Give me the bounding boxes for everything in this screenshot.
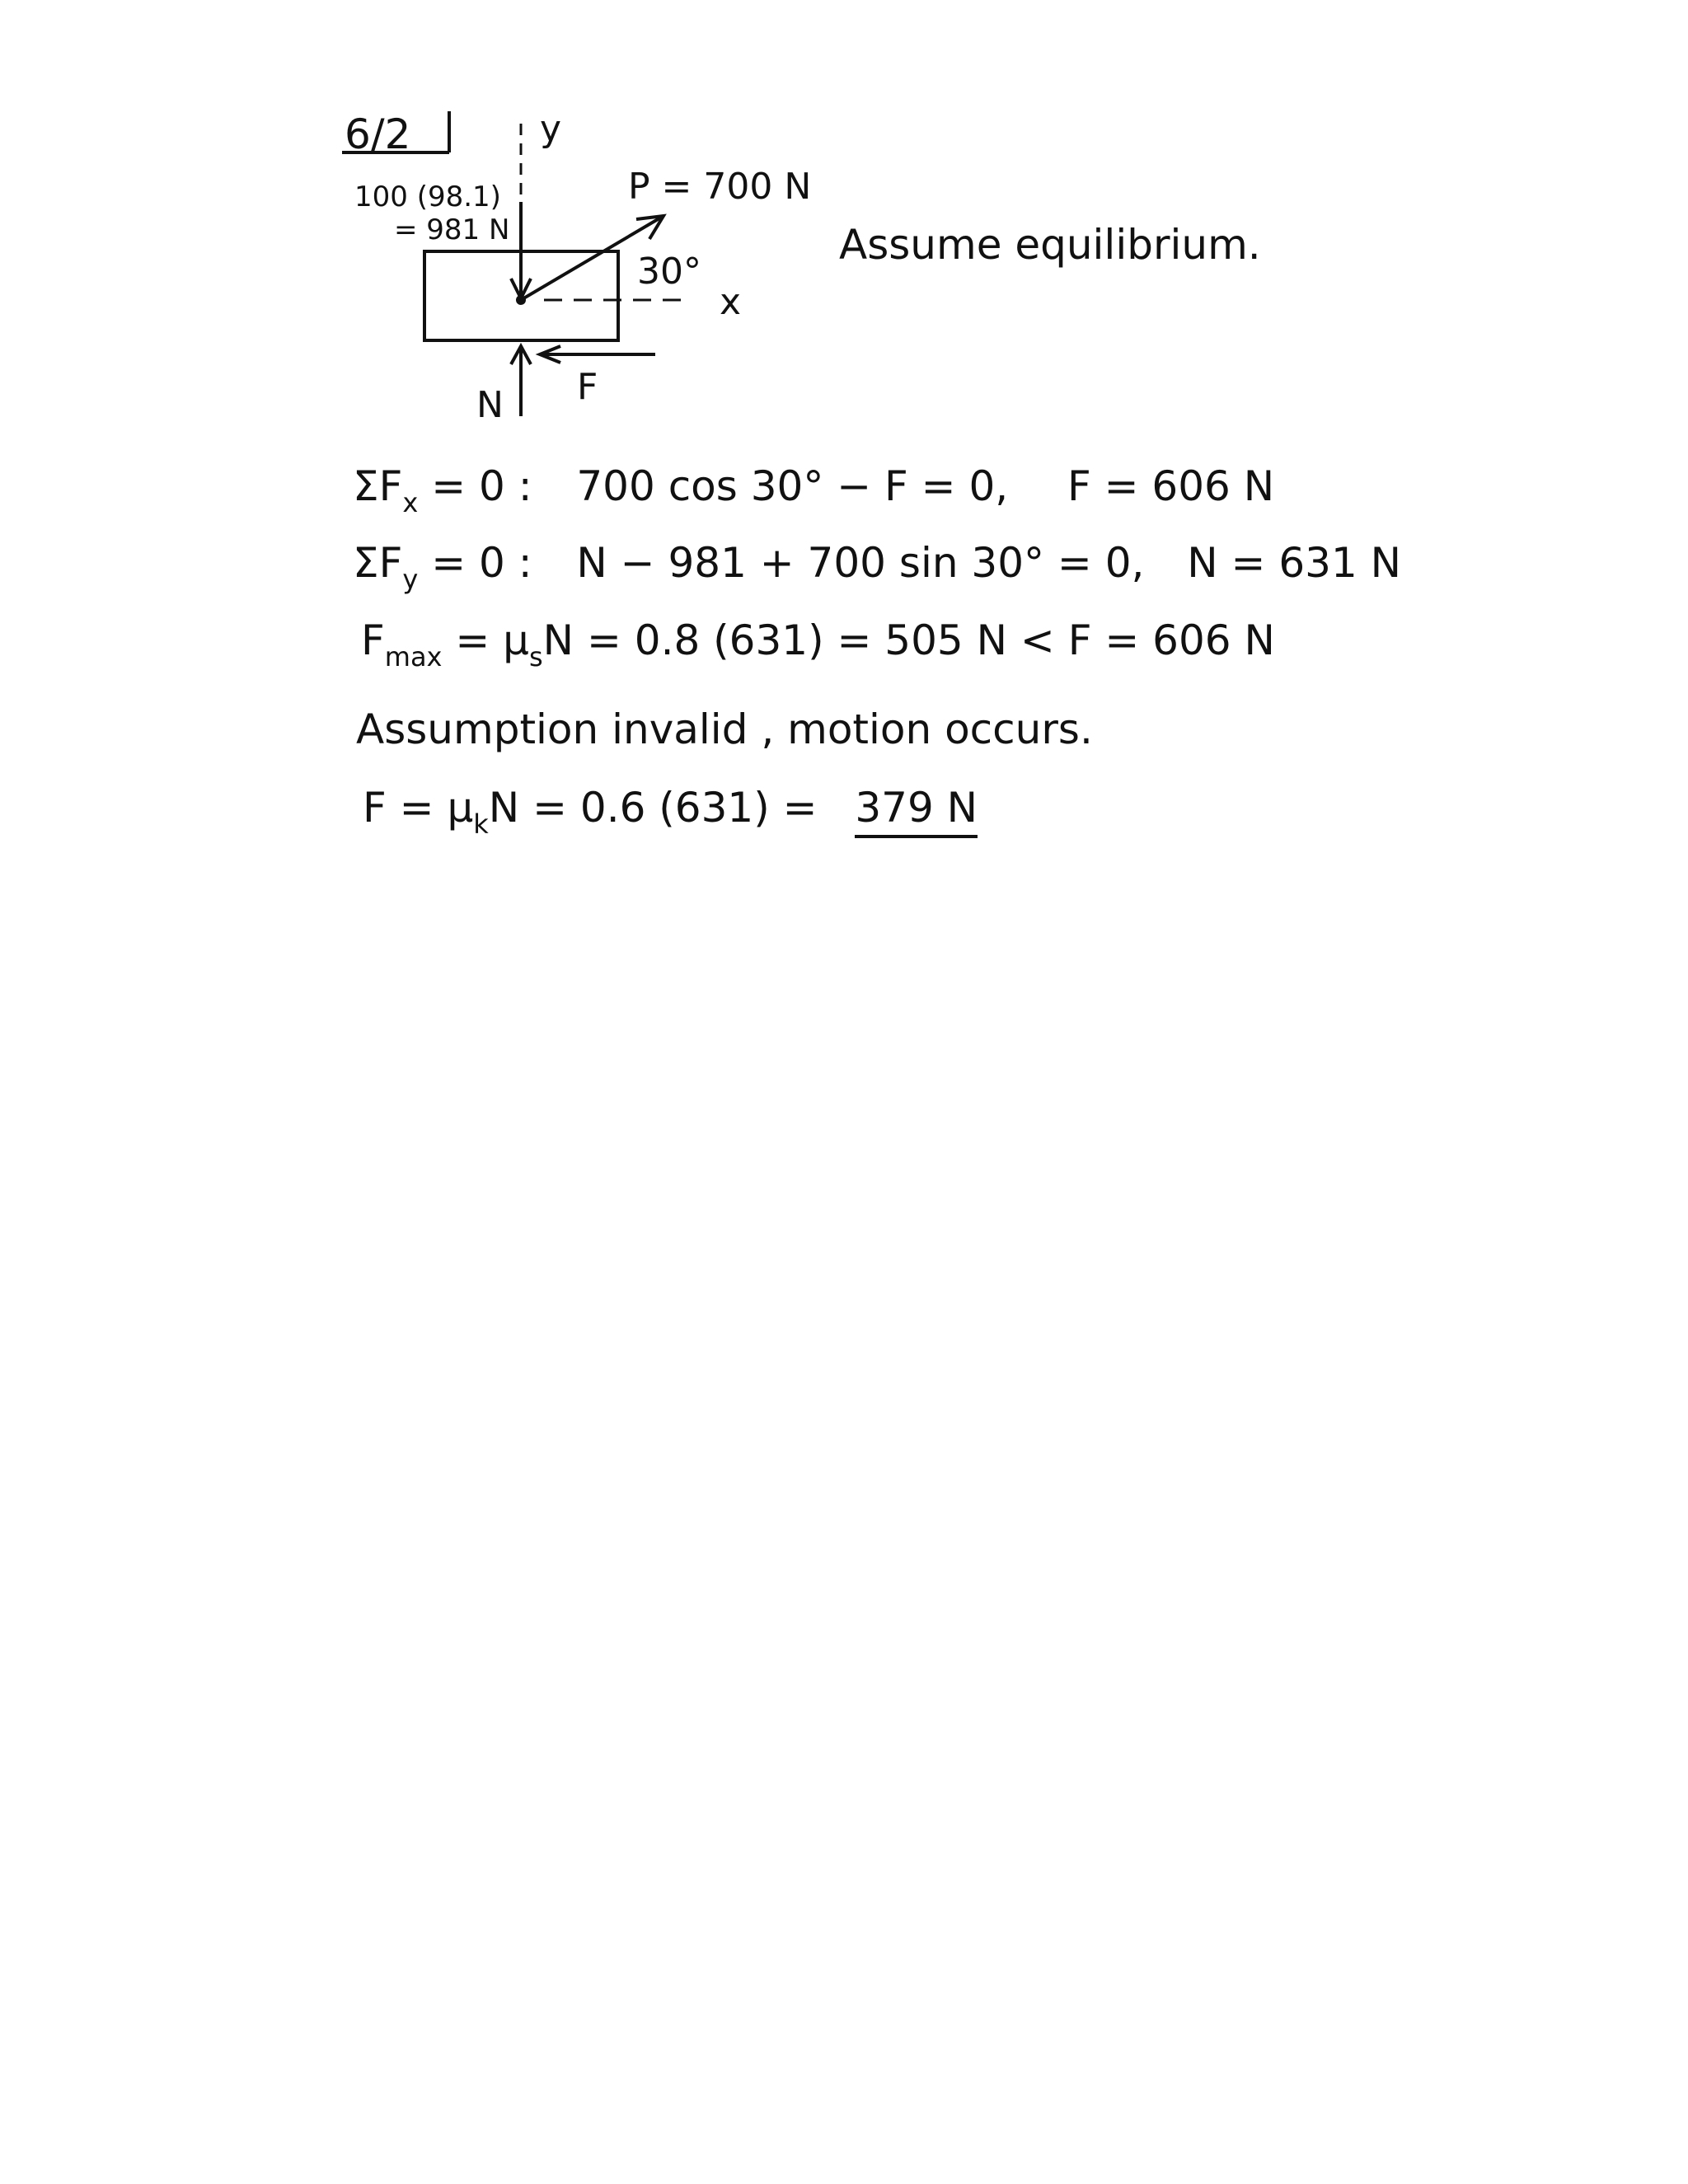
equation-sum-fy — [353, 539, 1402, 595]
sum-fy-subscript: y — [402, 564, 419, 595]
y-axis-label: y — [540, 108, 562, 150]
conclusion-line: Assumption invalid , motion occurs. — [356, 705, 1093, 753]
origin-dot — [516, 295, 526, 305]
x-axis-label: x — [720, 281, 742, 323]
weight-label-line2: = 981 N — [394, 213, 510, 246]
sum-fy-sigma: ΣF — [353, 539, 403, 587]
fmax-mu-subscript: s — [529, 641, 543, 673]
fmax-subscript: max — [384, 641, 443, 673]
equation-fmax — [361, 616, 1275, 673]
sum-fy-equals: = 0 : — [431, 539, 532, 587]
assume-note: Assume equilibrium. — [839, 221, 1261, 269]
equation-sum-fx — [353, 462, 1275, 518]
problem-number: 6/2 — [345, 110, 411, 158]
sum-fx-equals: = 0 : — [431, 462, 532, 510]
equation-kinetic — [363, 784, 978, 840]
fmax-mu: = μ — [455, 616, 529, 664]
final-answer: 379 N — [855, 784, 978, 838]
weight-label-line1: 100 (98.1) — [354, 180, 501, 213]
sum-fx-sigma: ΣF — [353, 462, 403, 510]
kinetic-rest: N = 0.6 (631) = — [488, 784, 818, 832]
fmax-lhs: F — [361, 616, 385, 664]
fmax-rest: N = 0.8 (631) = 505 N < F = 606 N — [542, 616, 1275, 664]
friction-label: F — [577, 366, 598, 408]
normal-label: N — [476, 384, 504, 426]
kinetic-mu-subscript: k — [473, 808, 489, 840]
kinetic-lhs: F = μ — [363, 784, 474, 832]
sum-fx-body: 700 cos 30° − F = 0, — [576, 462, 1009, 510]
sum-fx-subscript: x — [402, 487, 419, 518]
angle-label: 30° — [637, 251, 701, 293]
sum-fy-body: N − 981 + 700 sin 30° = 0, — [576, 539, 1145, 587]
force-p-label: P = 700 N — [628, 166, 812, 208]
sum-fx-result: F = 606 N — [1067, 462, 1275, 510]
sum-fy-result: N = 631 N — [1187, 539, 1402, 587]
